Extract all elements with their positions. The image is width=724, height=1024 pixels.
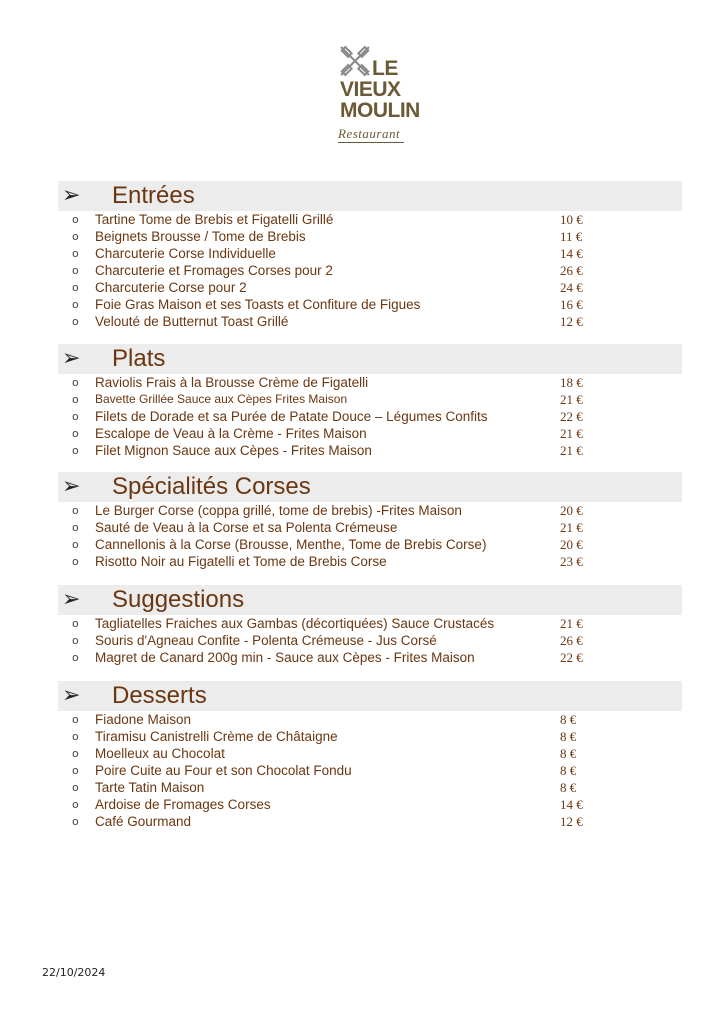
menu-item-price: 20 €	[560, 503, 583, 518]
menu-item-name: Sauté de Veau à la Corse et sa Polenta Crémeuse	[95, 520, 398, 535]
circle-bullet-icon: o	[72, 264, 79, 277]
menu-item-name: Escalope de Veau à la Crème - Frites Maison	[95, 426, 367, 441]
menu-item-price: 11 €	[560, 229, 583, 244]
circle-bullet-icon: o	[72, 504, 79, 517]
menu-item	[58, 779, 682, 796]
menu-item-name: Ardoise de Fromages Corses	[95, 797, 271, 812]
menu-item-name: Café Gourmand	[95, 814, 192, 829]
circle-bullet-icon: o	[72, 815, 79, 828]
circle-bullet-icon: o	[72, 521, 79, 534]
circle-bullet-icon: o	[72, 247, 79, 260]
arrow-bullet-icon: ➢	[62, 183, 81, 208]
section-title: Plats	[112, 345, 166, 372]
logo-line-1: LE	[372, 57, 398, 80]
menu-item-price: 21 €	[560, 426, 583, 441]
logo-line-3: MOULIN	[340, 99, 420, 122]
menu-item-list	[58, 615, 682, 666]
menu-item-price: 16 €	[560, 297, 583, 312]
menu-item-price: 12 €	[560, 814, 583, 829]
menu-item-price: 22 €	[560, 409, 583, 424]
menu-item-name: Risotto Noir au Figatelli et Tome de Brebis Corse	[95, 554, 387, 569]
menu-item-name: Bavette Grillée Sauce aux Cèpes Frites Maison	[95, 392, 348, 406]
menu-item-list	[58, 211, 682, 330]
menu-item-name: Foie Gras Maison et ses Toasts et Confiture de Figues	[95, 297, 421, 312]
menu-item	[58, 813, 682, 830]
arrow-bullet-icon: ➢	[62, 346, 81, 371]
circle-bullet-icon: o	[72, 555, 79, 568]
menu-item	[58, 745, 682, 762]
circle-bullet-icon: o	[72, 730, 79, 743]
menu-item-price: 26 €	[560, 263, 583, 278]
circle-bullet-icon: o	[72, 617, 79, 630]
circle-bullet-icon: o	[72, 393, 79, 406]
section-header	[58, 472, 682, 502]
menu-item-list	[58, 502, 682, 570]
circle-bullet-icon: o	[72, 651, 79, 664]
restaurant-logo	[336, 44, 436, 148]
circle-bullet-icon: o	[72, 538, 79, 551]
menu-item-name: Fiadone Maison	[95, 712, 192, 727]
menu-item-list	[58, 374, 682, 459]
menu-item-price: 10 €	[560, 212, 583, 227]
menu-item-price: 21 €	[560, 443, 583, 458]
menu-item-name: Moelleux au Chocolat	[95, 746, 225, 761]
menu-item-price: 8 €	[560, 780, 577, 795]
circle-bullet-icon: o	[72, 410, 79, 423]
menu-item-price: 20 €	[560, 537, 583, 552]
menu-item-price: 21 €	[560, 616, 583, 631]
arrow-bullet-icon: ➢	[62, 587, 81, 612]
menu-date: 22/10/2024	[42, 966, 106, 979]
menu-section	[58, 181, 682, 330]
menu-item	[58, 632, 682, 649]
section-header	[58, 181, 682, 211]
menu-item	[58, 425, 682, 442]
menu-item-name: Filet Mignon Sauce aux Cèpes - Frites Maison	[95, 443, 372, 458]
logo-wordmark	[340, 58, 420, 121]
circle-bullet-icon: o	[72, 213, 79, 226]
circle-bullet-icon: o	[72, 781, 79, 794]
menu-item-price: 24 €	[560, 280, 583, 295]
circle-bullet-icon: o	[72, 713, 79, 726]
menu-item-name: Poire Cuite au Four et son Chocolat Fondu	[95, 763, 352, 778]
circle-bullet-icon: o	[72, 281, 79, 294]
circle-bullet-icon: o	[72, 747, 79, 760]
menu-item-price: 21 €	[560, 520, 583, 535]
menu-item-name: Velouté de Butternut Toast Grillé	[95, 314, 289, 329]
menu-item	[58, 228, 682, 245]
menu-item	[58, 296, 682, 313]
menu-item-name: Souris d'Agneau Confite - Polenta Crémeuse - Jus Corsé	[95, 633, 437, 648]
section-title: Desserts	[112, 682, 207, 709]
menu-section	[58, 681, 682, 830]
menu-item-name: Charcuterie Corse pour 2	[95, 280, 247, 295]
circle-bullet-icon: o	[72, 427, 79, 440]
menu-item-name: Filets de Dorade et sa Purée de Patate Douce – Légumes Confits	[95, 409, 488, 424]
menu-item-name: Tagliatelles Fraiches aux Gambas (décortiquées) Sauce Crustacés	[95, 616, 495, 631]
menu-item-price: 8 €	[560, 712, 577, 727]
menu-item	[58, 615, 682, 632]
menu-item	[58, 313, 682, 330]
menu-item	[58, 442, 682, 459]
circle-bullet-icon: o	[72, 798, 79, 811]
circle-bullet-icon: o	[72, 634, 79, 647]
logo-script: Restaurant	[338, 126, 404, 143]
menu-item	[58, 502, 682, 519]
menu-item	[58, 796, 682, 813]
menu-item-name: Tartine Tome de Brebis et Figatelli Grillé	[95, 212, 334, 227]
menu-item	[58, 553, 682, 570]
arrow-bullet-icon: ➢	[62, 683, 81, 708]
circle-bullet-icon: o	[72, 315, 79, 328]
circle-bullet-icon: o	[72, 764, 79, 777]
section-header	[58, 344, 682, 374]
menu-item-name: Charcuterie Corse Individuelle	[95, 246, 276, 261]
circle-bullet-icon: o	[72, 230, 79, 243]
menu-item	[58, 711, 682, 728]
menu-item-price: 26 €	[560, 633, 583, 648]
section-header	[58, 681, 682, 711]
menu-section	[58, 585, 682, 666]
menu-item-price: 21 €	[560, 392, 583, 407]
menu-item	[58, 762, 682, 779]
menu-item	[58, 279, 682, 296]
menu-item-price: 18 €	[560, 375, 583, 390]
menu-item	[58, 519, 682, 536]
section-title: Suggestions	[112, 586, 245, 613]
menu-item	[58, 649, 682, 666]
menu-item	[58, 374, 682, 391]
menu-item-list	[58, 711, 682, 830]
logo-line-2: VIEUX	[340, 78, 401, 101]
menu-item-name: Magret de Canard 200g min - Sauce aux Cèpes - Frites Maison	[95, 650, 475, 665]
menu-item	[58, 391, 682, 408]
menu-item	[58, 728, 682, 745]
menu-item-name: Tarte Tatin Maison	[95, 780, 205, 795]
circle-bullet-icon: o	[72, 444, 79, 457]
section-header	[58, 585, 682, 615]
menu-item-price: 22 €	[560, 650, 583, 665]
menu-item-name: Le Burger Corse (coppa grillé, tome de brebis) -Frites Maison	[95, 503, 462, 518]
menu-item-price: 8 €	[560, 746, 577, 761]
menu-item	[58, 245, 682, 262]
menu-item-price: 8 €	[560, 729, 577, 744]
section-title: Spécialités Corses	[112, 473, 311, 500]
menu-item-name: Charcuterie et Fromages Corses pour 2	[95, 263, 333, 278]
menu-item	[58, 536, 682, 553]
menu-item	[58, 262, 682, 279]
menu-item-name: Beignets Brousse / Tome de Brebis	[95, 229, 306, 244]
menu-item-name: Cannellonis à la Corse (Brousse, Menthe, Tome de Brebis Corse)	[95, 537, 487, 552]
menu-item	[58, 408, 682, 425]
menu-item-price: 14 €	[560, 246, 583, 261]
menu-item-name: Tiramisu Canistrelli Crème de Châtaigne	[95, 729, 338, 744]
menu-section	[58, 344, 682, 459]
menu-item-price: 23 €	[560, 554, 583, 569]
circle-bullet-icon: o	[72, 376, 79, 389]
circle-bullet-icon: o	[72, 298, 79, 311]
section-title: Entrées	[112, 182, 195, 209]
menu-item-price: 14 €	[560, 797, 583, 812]
arrow-bullet-icon: ➢	[62, 474, 81, 499]
menu-item-name: Raviolis Frais à la Brousse Crème de Figatelli	[95, 375, 369, 390]
menu-item-price: 12 €	[560, 314, 583, 329]
menu-item-price: 8 €	[560, 763, 577, 778]
menu-section	[58, 472, 682, 570]
menu-item	[58, 211, 682, 228]
